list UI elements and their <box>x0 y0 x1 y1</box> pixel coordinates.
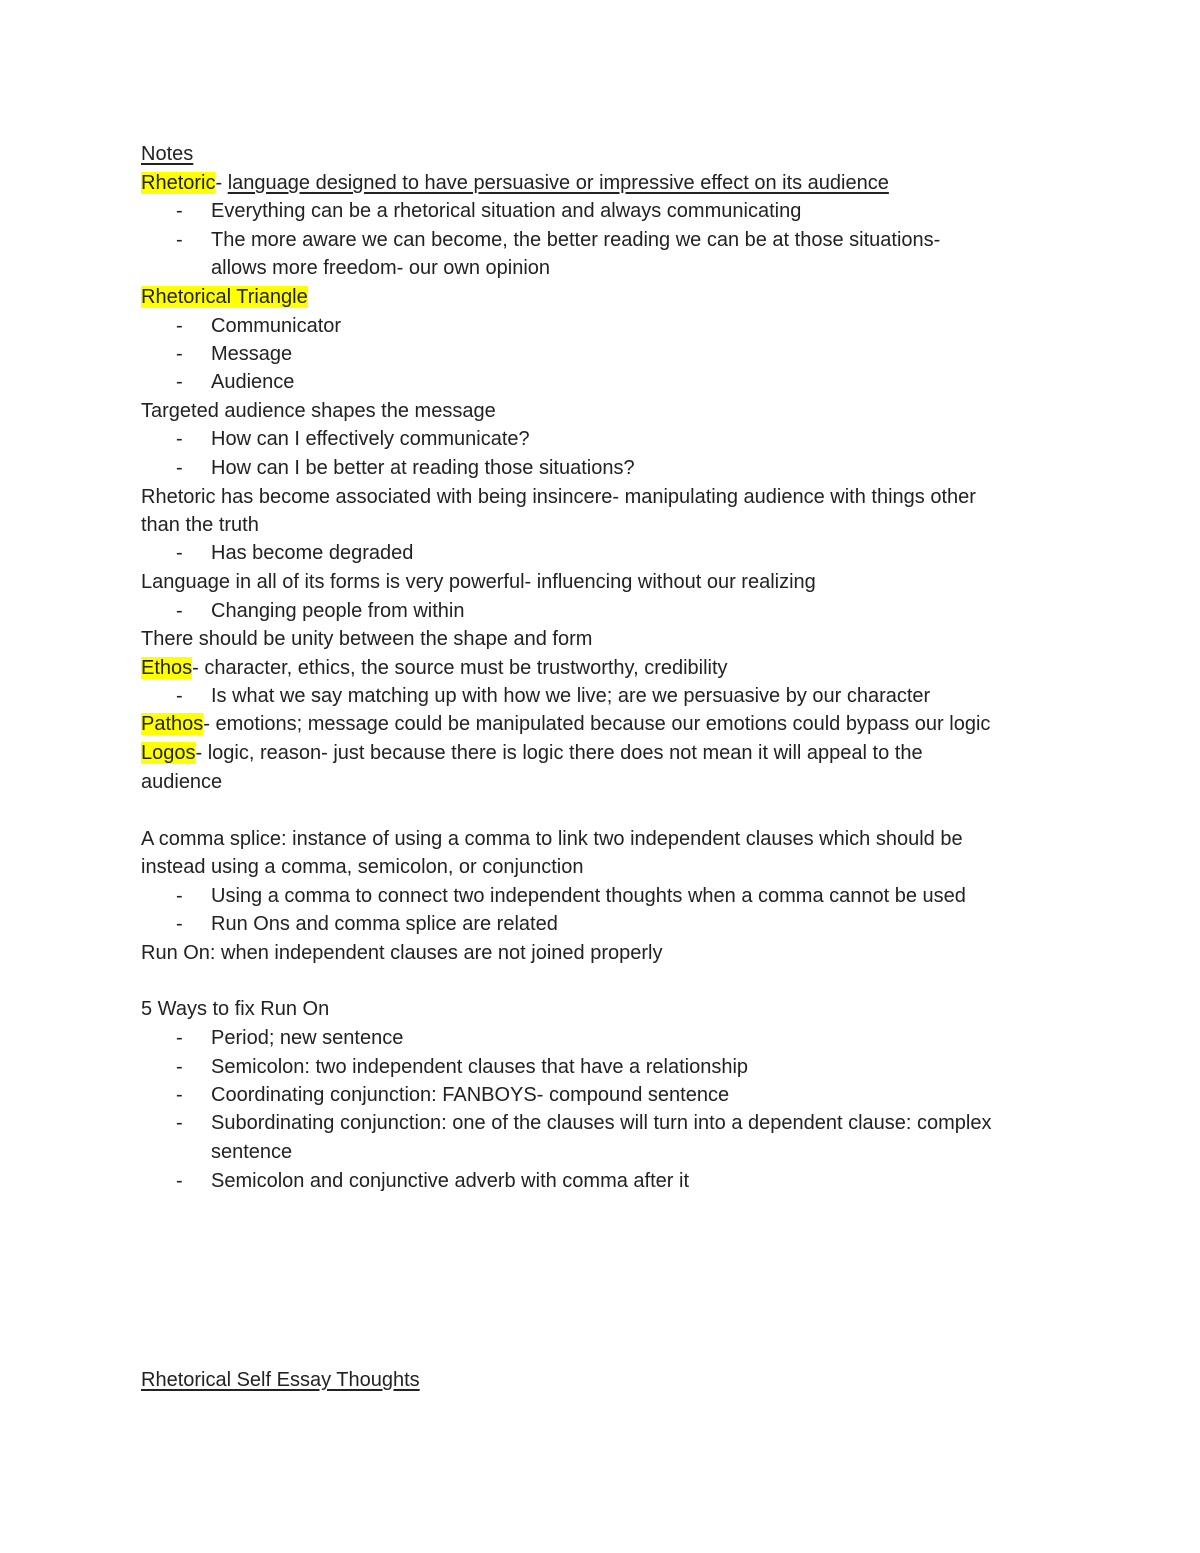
audience-line: Targeted audience shapes the message <box>141 400 496 422</box>
rhetoric-term: Rhetoric <box>141 172 216 194</box>
rhetoric-sep: - <box>215 172 228 194</box>
list-item: - Using a comma to connect two independent thoughts when a comma cannot be used <box>176 885 966 907</box>
list-item: - Period; new sentence <box>176 1027 404 1049</box>
list-item-continuation: sentence <box>211 1141 293 1163</box>
triangle-heading: Rhetorical Triangle <box>141 286 308 308</box>
list-item: - The more aware we can become, the better reading we can be at those situations- <box>176 229 941 251</box>
ethos-term: Ethos <box>141 657 193 679</box>
essay-heading: Rhetorical Self Essay Thoughts <box>141 1369 420 1391</box>
list-item: - Audience <box>176 371 295 393</box>
list-item: - Run Ons and comma splice are related <box>176 913 558 935</box>
list-item: - Changing people from within <box>176 600 465 622</box>
pathos-term: Pathos <box>141 713 204 735</box>
list-item: - Semicolon and conjunctive adverb with comma after it <box>176 1170 690 1192</box>
paragraph-line: instead using a comma, semicolon, or conjunction <box>141 856 584 878</box>
list-item: - Is what we say matching up with how we live; are we persuasive by our character <box>176 685 931 707</box>
fix-heading: 5 Ways to fix Run On <box>141 998 330 1020</box>
list-item: - Communicator <box>176 315 342 337</box>
list-item: - Has become degraded <box>176 542 414 564</box>
pathos-line: Pathos- emotions; message could be manipulated because our emotions could bypass our logic <box>141 713 991 735</box>
rhetoric-definition-line <box>141 170 889 196</box>
list-item: - Coordinating conjunction: FANBOYS- compound sentence <box>176 1084 730 1106</box>
list-item: - Everything can be a rhetorical situation and always communicating <box>176 200 802 222</box>
paragraph-line: Rhetoric has become associated with being insincere- manipulating audience with things other <box>141 486 976 508</box>
list-item: - Message <box>176 343 293 365</box>
paragraph-line: Run On: when independent clauses are not joined properly <box>141 942 663 964</box>
ethos-line: Ethos- character, ethics, the source must be trustworthy, credibility <box>141 657 728 679</box>
rhetoric-definition: language designed to have persuasive or impressive effect on its audience <box>227 172 889 194</box>
paragraph-line: audience <box>141 771 223 793</box>
paragraph-line: There should be unity between the shape and form <box>141 628 593 650</box>
list-item: - Semicolon: two independent clauses that have a relationship <box>176 1056 749 1078</box>
list-item: - Subordinating conjunction: one of the clauses will turn into a dependent clause: complex <box>176 1112 992 1134</box>
list-item: - How can I effectively communicate? <box>176 428 530 450</box>
paragraph-line: A comma splice: instance of using a comma to link two independent clauses which should be <box>141 828 963 850</box>
logos-term: Logos <box>141 742 196 764</box>
paragraph-line: Language in all of its forms is very powerful- influencing without our realizing <box>141 571 816 593</box>
paragraph-line: than the truth <box>141 514 259 536</box>
triangle-heading-line <box>141 284 308 310</box>
logos-line: Logos- logic, reason- just because there is logic there does not mean it will appeal to the <box>141 742 923 764</box>
notes-heading: Notes <box>141 143 194 165</box>
list-item: - How can I be better at reading those situations? <box>176 457 635 479</box>
list-item-continuation: allows more freedom- our own opinion <box>211 257 551 279</box>
